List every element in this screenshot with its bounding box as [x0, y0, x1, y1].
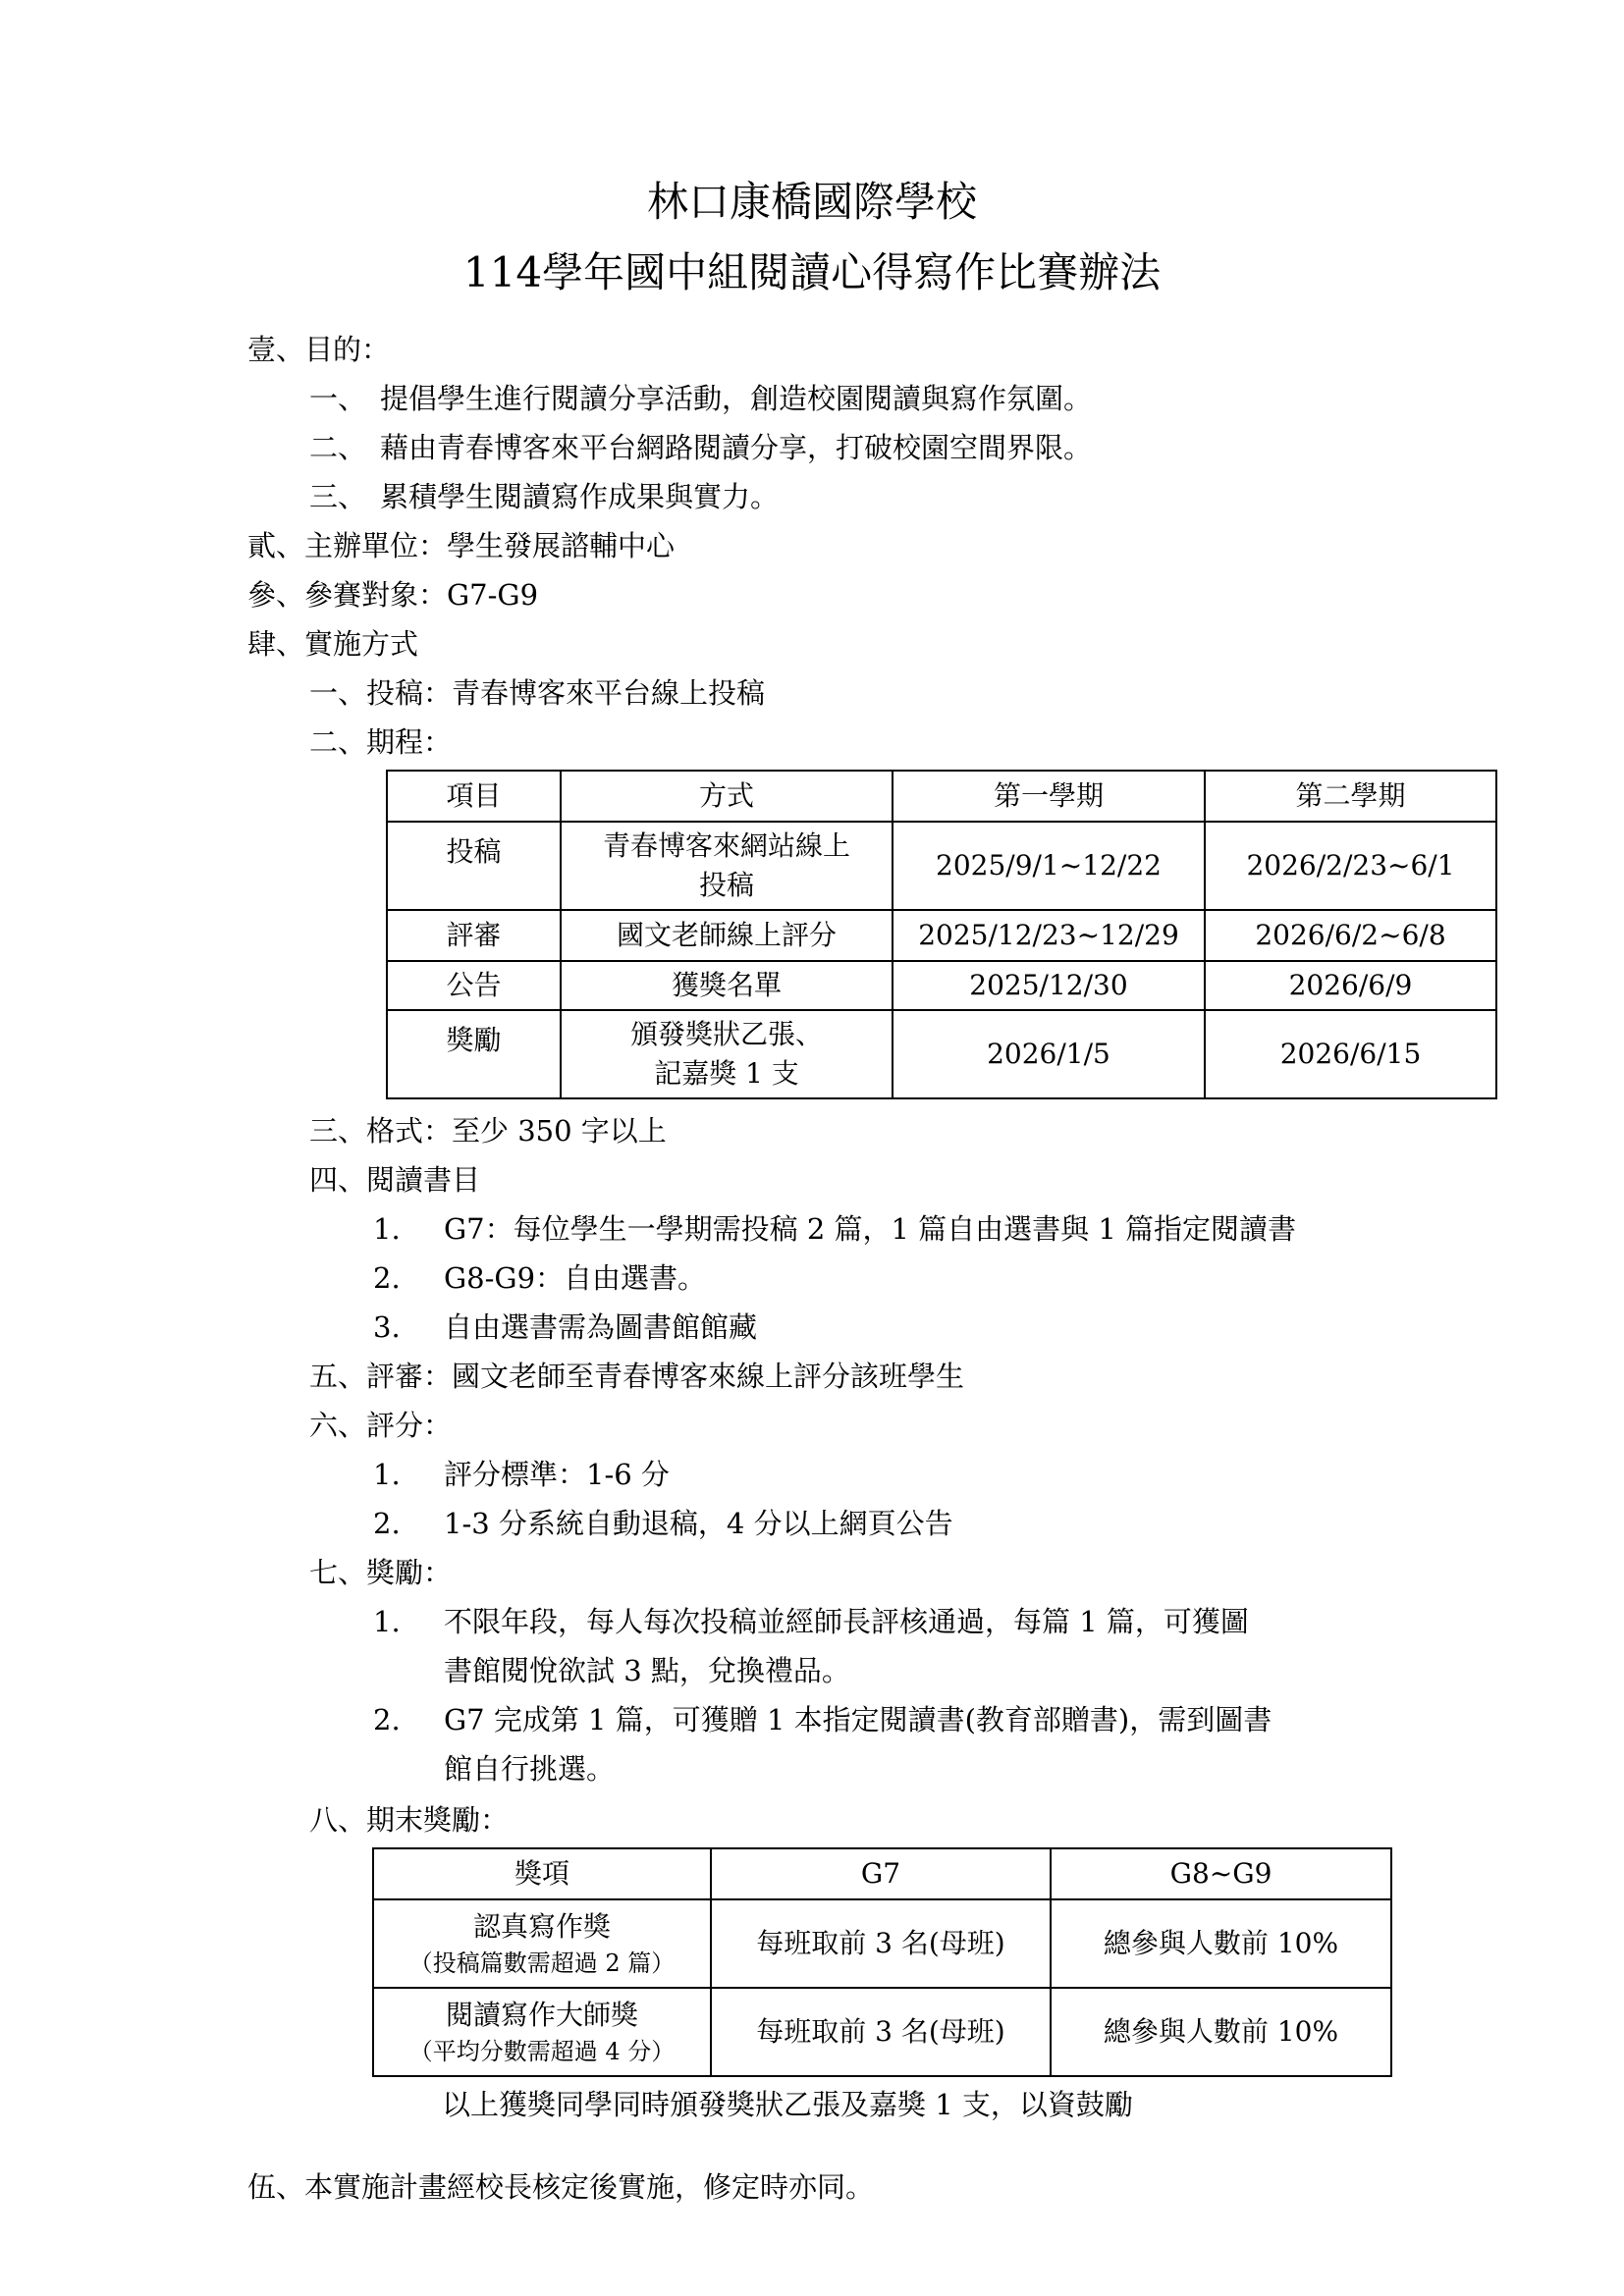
document-title: 114學年國中組閱讀心得寫作比賽辦法: [462, 248, 1162, 296]
schedule-method-line-2: 記嘉獎 1 支: [654, 1057, 799, 1090]
awards-note: 以上獲獎同學同時頒發獎狀乙張及嘉獎 1 支，以資鼓勵: [442, 2088, 1133, 2121]
schedule-term2: 2026/6/9: [1205, 961, 1496, 1010]
awards-header-g7: G7: [711, 1848, 1051, 1899]
schedule-term2: 2026/6/15: [1205, 1010, 1496, 1098]
award-name-cell: [373, 1899, 711, 1988]
format-line: 三、格式：至少 350 字以上: [309, 1114, 667, 1148]
schedule-heading: 二、期程：: [309, 725, 453, 759]
schedule-row: [387, 1010, 1496, 1098]
awards-row: [373, 1988, 1391, 2076]
schedule-item: 公告: [387, 961, 561, 1010]
organizer-line: 貳、主辦單位：學生發展諮輔中心: [247, 529, 676, 562]
scoring-item-2-text: 1-3 分系統自動退稿，4 分以上網頁公告: [444, 1507, 953, 1540]
review-line: 五、評審：國文老師至青春博客來線上評分該班學生: [309, 1360, 965, 1393]
section-1-heading: 壹、目的：: [247, 333, 391, 366]
submission-line: 一、投稿：青春博客來平台線上投稿: [309, 676, 766, 710]
section-4-heading: 肆、實施方式: [247, 627, 419, 661]
schedule-row: [387, 822, 1496, 910]
schedule-term1: 2025/9/1~12/22: [893, 822, 1205, 910]
schedule-method-line-1: 青春博客來網站線上: [602, 829, 850, 862]
scoring-heading: 六、評分：: [309, 1409, 453, 1442]
schedule-term1: 2025/12/23~12/29: [893, 910, 1205, 961]
scoring-item-1: [373, 1455, 670, 1494]
final-awards-heading: 八、期末獎勵：: [309, 1803, 510, 1837]
booklist-heading: 四、閱讀書目: [309, 1163, 481, 1197]
rewards-item-2-num: 2.: [373, 1703, 401, 1736]
purpose-item-3-num: 三、: [309, 480, 367, 513]
final-awards-table: [372, 1847, 1392, 2077]
schedule-term1: 2026/1/5: [893, 1010, 1205, 1098]
rewards-item-1: [373, 1602, 1249, 1641]
purpose-item-1-text: 提倡學生進行閱讀分享活動，創造校園閱讀與寫作氛圍。: [380, 382, 1093, 415]
awards-header-row: [373, 1848, 1391, 1899]
purpose-item-1: [309, 379, 1092, 418]
rewards-item-2-continued: 館自行挑選。: [444, 1752, 616, 1786]
booklist-item-2-num: 2.: [373, 1261, 401, 1295]
schedule-method: [561, 822, 893, 910]
award-g7: 每班取前 3 名(母班): [711, 1988, 1051, 2076]
award-g7: 每班取前 3 名(母班): [711, 1899, 1051, 1988]
schedule-item: 投稿: [387, 822, 561, 910]
participants-line: 參、參賽對象：G7-G9: [247, 578, 539, 612]
schedule-method-line-1: 頒發獎狀乙張、: [629, 1018, 823, 1050]
rewards-item-1-text: 不限年段，每人每次投稿並經師長評核通過，每篇 1 篇，可獲圖: [444, 1605, 1249, 1638]
rewards-item-1-continued: 書館閱悅欲試 3 點，兌換禮品。: [444, 1654, 850, 1687]
booklist-item-3: [373, 1308, 757, 1347]
schedule-term2: 2026/6/2~6/8: [1205, 910, 1496, 961]
award-name: 認真寫作獎: [472, 1910, 611, 1943]
schedule-row: [387, 961, 1496, 1010]
schedule-method: [561, 1010, 893, 1098]
schedule-table: [386, 770, 1497, 1099]
booklist-item-1: [373, 1209, 1296, 1249]
purpose-item-3-text: 累積學生閱讀寫作成果與實力。: [380, 480, 780, 513]
booklist-item-3-text: 自由選書需為圖書館館藏: [444, 1310, 758, 1344]
schedule-method: 國文老師線上評分: [561, 910, 893, 961]
rewards-item-2-text: G7 完成第 1 篇，可獲贈 1 本指定閱讀書(教育部贈書)，需到圖書: [444, 1703, 1272, 1736]
awards-header-g89: G8~G9: [1051, 1848, 1391, 1899]
rewards-item-2: [373, 1700, 1272, 1739]
schedule-header-item: 項目: [387, 771, 561, 822]
schedule-item: 評審: [387, 910, 561, 961]
schedule-term2: 2026/2/23~6/1: [1205, 822, 1496, 910]
award-note: （平均分數需超過 4 分）: [408, 2038, 676, 2065]
scoring-item-2-num: 2.: [373, 1507, 401, 1540]
schedule-row: [387, 910, 1496, 961]
schedule-header-term1: 第一學期: [893, 771, 1205, 822]
school-name: 林口康橋國際學校: [646, 178, 977, 226]
booklist-item-1-num: 1.: [373, 1212, 401, 1246]
schedule-method: 獲獎名單: [561, 961, 893, 1010]
awards-row: [373, 1899, 1391, 1988]
award-name-cell: [373, 1988, 711, 2076]
booklist-item-2-text: G8-G9：自由選書。: [444, 1261, 707, 1295]
purpose-item-2: [309, 428, 1092, 467]
award-g89: 總參與人數前 10%: [1051, 1988, 1391, 2076]
scoring-item-2: [373, 1504, 953, 1543]
schedule-item: 獎勵: [387, 1010, 561, 1098]
section-5-line: 伍、本實施計畫經校長核定後實施，修定時亦同。: [247, 2170, 875, 2204]
purpose-item-3: [309, 477, 779, 516]
awards-header-name: 獎項: [373, 1848, 711, 1899]
scoring-item-1-num: 1.: [373, 1458, 401, 1491]
booklist-item-2: [373, 1258, 706, 1298]
schedule-method-line-2: 投稿: [698, 869, 754, 901]
award-note: （投稿篇數需超過 2 篇）: [408, 1949, 676, 1977]
rewards-item-1-num: 1.: [373, 1605, 401, 1638]
schedule-header-row: [387, 771, 1496, 822]
purpose-item-1-num: 一、: [309, 382, 367, 415]
scoring-item-1-text: 評分標準：1-6 分: [444, 1458, 670, 1491]
award-name: 閱讀寫作大師獎: [445, 1999, 638, 2031]
schedule-term1: 2025/12/30: [893, 961, 1205, 1010]
rewards-heading: 七、獎勵：: [309, 1556, 453, 1589]
award-g89: 總參與人數前 10%: [1051, 1899, 1391, 1988]
schedule-header-method: 方式: [561, 771, 893, 822]
purpose-item-2-text: 藉由青春博客來平台網路閱讀分享，打破校園空間界限。: [380, 431, 1093, 464]
booklist-item-3-num: 3.: [373, 1310, 401, 1344]
booklist-item-1-text: G7：每位學生一學期需投稿 2 篇，1 篇自由選書與 1 篇指定閱讀書: [444, 1212, 1297, 1246]
schedule-header-term2: 第二學期: [1205, 771, 1496, 822]
purpose-item-2-num: 二、: [309, 431, 367, 464]
